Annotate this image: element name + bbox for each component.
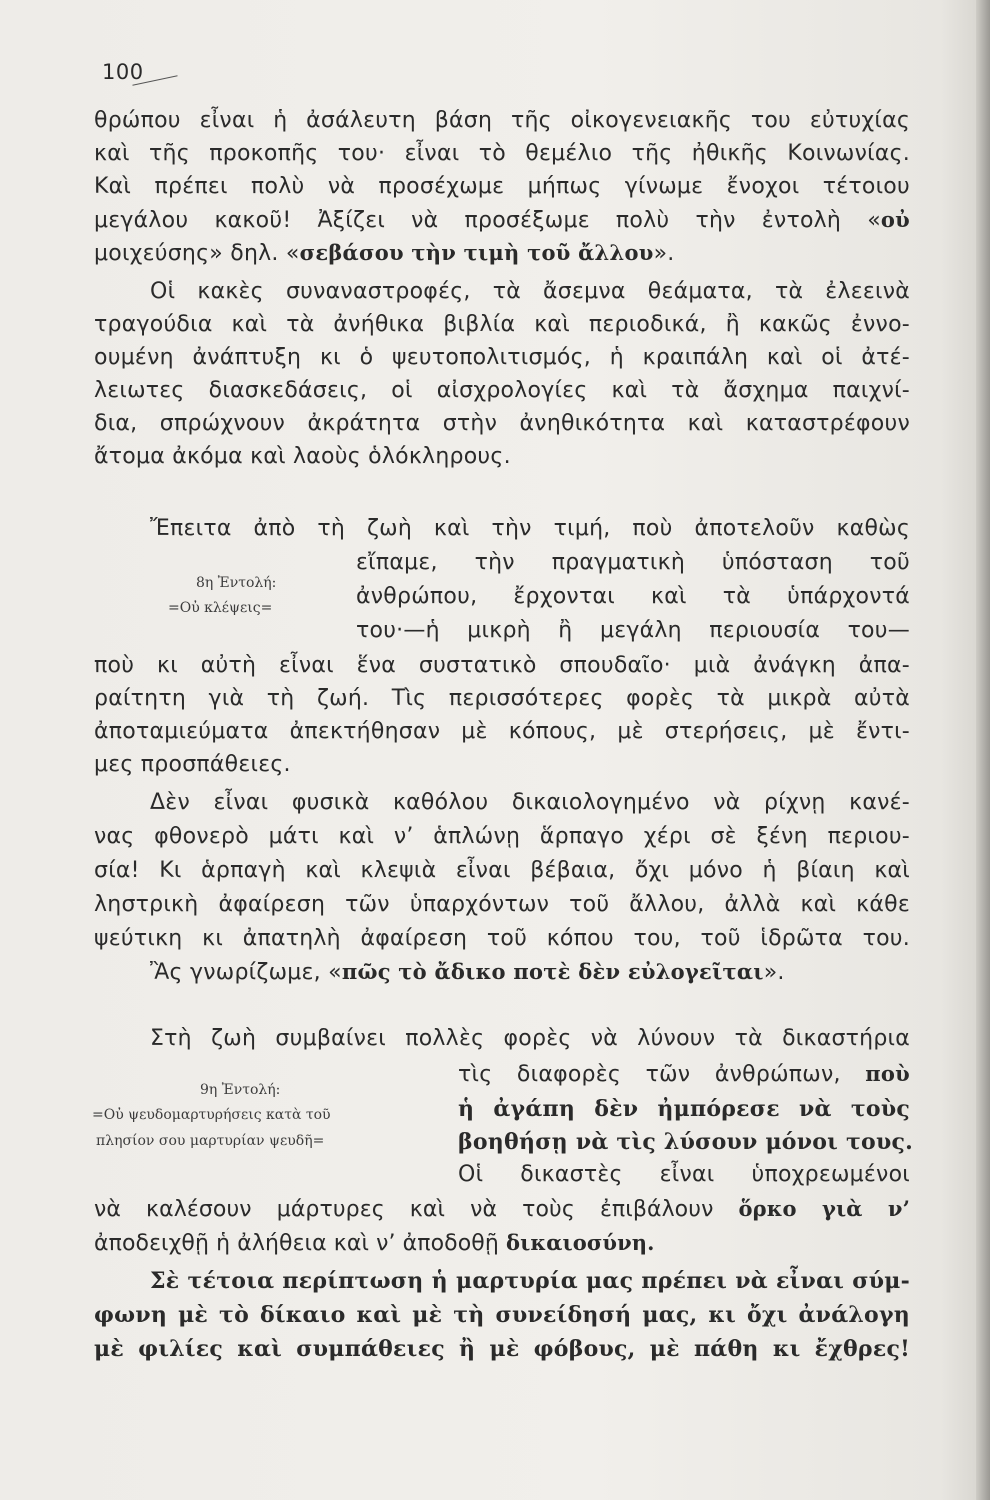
text-line: φωνη μὲ τὸ δίκαιο καὶ μὲ τὴ συνείδησή μας, κι ὄχι ἀνάλογη — [94, 1302, 910, 1328]
text-line — [94, 1192, 910, 1226]
text-line: Οἱ δικαστὲς εἶναι ὑποχρεωμένοι — [458, 1162, 910, 1187]
text-line — [94, 1226, 910, 1260]
text-line: Καὶ πρέπει πολὺ νὰ προσέχωμε μήπως γίνωμε ἔνοχοι τέτοιου — [94, 174, 910, 199]
margin-note-title: 8η Ἐντολή: — [196, 575, 277, 591]
text-line: εἴπαμε, τὴν πραγματικὴ ὑπόσταση τοῦ — [356, 550, 910, 575]
text-line: του·—ἡ μικρὴ ἢ μεγάλη περιουσία του— — [356, 618, 910, 643]
text-line: ουμένη ἀνάπτυξη κι ὁ ψευτοπολιτισμός, ἡ κραιπάλη καὶ οἱ ἀτέ- — [94, 345, 910, 370]
emphasis-span: ὅρκο γιὰ ν’ — [738, 1196, 910, 1221]
text-line: Δὲν εἶναι φυσικὰ καθόλου δικαιολογημένο νὰ ρίχνῃ κανέ- — [150, 790, 910, 815]
page-edge — [976, 0, 990, 1500]
text-line: καὶ τῆς προκοπῆς του· εἶναι τὸ θεμέλιο τῆς ἠθικῆς Κοινωνίας. — [94, 141, 910, 166]
text-line — [150, 955, 910, 989]
text-line: ἡ ἀγάπη δὲν ἠμπόρεσε νὰ τοὺς — [458, 1096, 910, 1122]
emphasis-span: δικαιοσύνη. — [506, 1230, 655, 1255]
emphasis-span: πῶς τὸ ἄδικο ποτὲ δὲν εὐλογεῖται — [341, 959, 764, 984]
margin-note-text: =Οὐ ψευδομαρτυρήσεις κατὰ τοῦ — [92, 1107, 331, 1123]
text-line: λειωτες διασκεδάσεις, οἱ αἰσχρολογίες καὶ τὰ ἄσχημα παιχνί- — [94, 378, 910, 403]
text-line: δια, σπρώχνουν ἀκράτητα στὴν ἀνηθικότητα καὶ καταστρέφουν — [94, 411, 910, 436]
margin-note-text: πλησίον σου μαρτυρίαν ψευδῆ= — [96, 1133, 325, 1149]
text-line: μες προσπάθειες. — [94, 752, 291, 777]
text-span: μοιχεύσης — [94, 241, 210, 266]
text-line: ψεύτικη κι ἀπατηλὴ ἀφαίρεση τοῦ κόπου του, τοῦ ἱδρῶτα του. — [94, 926, 910, 951]
text-span: ». — [653, 241, 675, 266]
text-line: θρώπου εἶναι ἡ ἀσάλευτη βάση τῆς οἰκογενειακῆς του εὐτυχίας — [94, 108, 910, 133]
margin-note-text: =Οὐ κλέψεις= — [168, 600, 273, 616]
text-line: ἀνθρώπου, ἔρχονται καὶ τὰ ὑπάρχοντά — [356, 584, 910, 609]
text-span: τὶς διαφορὲς τῶν ἀνθρώπων, — [458, 1062, 866, 1087]
text-line: βοηθήσῃ νὰ τὶς λύσουν μόνοι τους. — [458, 1129, 914, 1155]
text-line: Σὲ τέτοια περίπτωση ἡ μαρτυρία μας πρέπει νὰ εἶναι σύμ- — [150, 1268, 910, 1294]
emphasis-span: οὐ — [880, 207, 910, 232]
text-line: σία! Κι ἁρπαγὴ καὶ κλεψιὰ εἶναι βέβαια, ὄχι μόνο ἡ βίαιη καὶ — [94, 858, 910, 883]
text-line: ληστρικὴ ἀφαίρεση τῶν ὑπαρχόντων τοῦ ἄλλου, ἀλλὰ καὶ κάθε — [94, 892, 910, 917]
text-line — [94, 203, 910, 237]
text-line: ἄτομα ἀκόμα καὶ λαοὺς ὁλόκληρους. — [94, 444, 511, 469]
text-span: ». — [763, 960, 785, 985]
text-line: Στὴ ζωὴ συμβαίνει πολλὲς φορὲς νὰ λύνουν τὰ δικαστήρια — [150, 1026, 910, 1051]
page-number: 100 — [102, 60, 144, 84]
text-line: ραίτητη γιὰ τὴ ζωή. Τὶς περισσότερες φορὲς τὰ μικρὰ αὐτὰ — [94, 686, 910, 711]
emphasis-span: σεβάσου τὴν τιμὴ τοῦ ἄλλου — [299, 240, 654, 265]
margin-note-title: 9η Ἐντολή: — [200, 1082, 281, 1098]
text-line — [458, 1057, 910, 1091]
text-line: τραγούδια καὶ τὰ ἀνήθικα βιβλία καὶ περιοδικά, ἢ κακῶς ἐννο- — [94, 312, 910, 337]
text-line: ἀποταμιεύματα ἀπεκτήθησαν μὲ κόπους, μὲ στερήσεις, μὲ ἔντι- — [94, 719, 910, 744]
text-line: Οἱ κακὲς συναναστροφές, τὰ ἄσεμνα θεάματα, τὰ ἐλεεινὰ — [150, 279, 910, 304]
text-span: νὰ καλέσουν μάρτυρες καὶ νὰ τοὺς ἐπιβάλουν — [94, 1197, 739, 1222]
text-span: » δηλ. « — [209, 241, 300, 266]
text-line: μὲ φιλίες καὶ συμπάθειες ἢ μὲ φόβους, μὲ πάθη κι ἔχθρες! — [94, 1336, 910, 1362]
text-span: ἀποδειχθῇ ἡ ἀλήθεια καὶ ν’ ἀποδοθῇ — [94, 1231, 507, 1256]
text-span: μεγάλου κακοῦ! Ἀξίζει νὰ προσέξωμε πολὺ τὴν ἐντολὴ « — [94, 208, 881, 233]
text-line — [94, 236, 910, 270]
emphasis-span: ποὺ — [865, 1061, 910, 1086]
text-span: Ἂς γνωρίζωμε, « — [150, 960, 342, 985]
text-line: ποὺ κι αὐτὴ εἶναι ἕνα συστατικὸ σπουδαῖο· μιὰ ἀνάγκη ἀπα- — [94, 653, 910, 678]
text-line: νας φθονερὸ μάτι καὶ ν’ ἁπλώνῃ ἅρπαγο χέρι σὲ ξένη περιου- — [94, 824, 910, 849]
text-line: Ἔπειτα ἀπὸ τὴ ζωὴ καὶ τὴν τιμή, ποὺ ἀποτελοῦν καθὼς — [150, 516, 910, 541]
